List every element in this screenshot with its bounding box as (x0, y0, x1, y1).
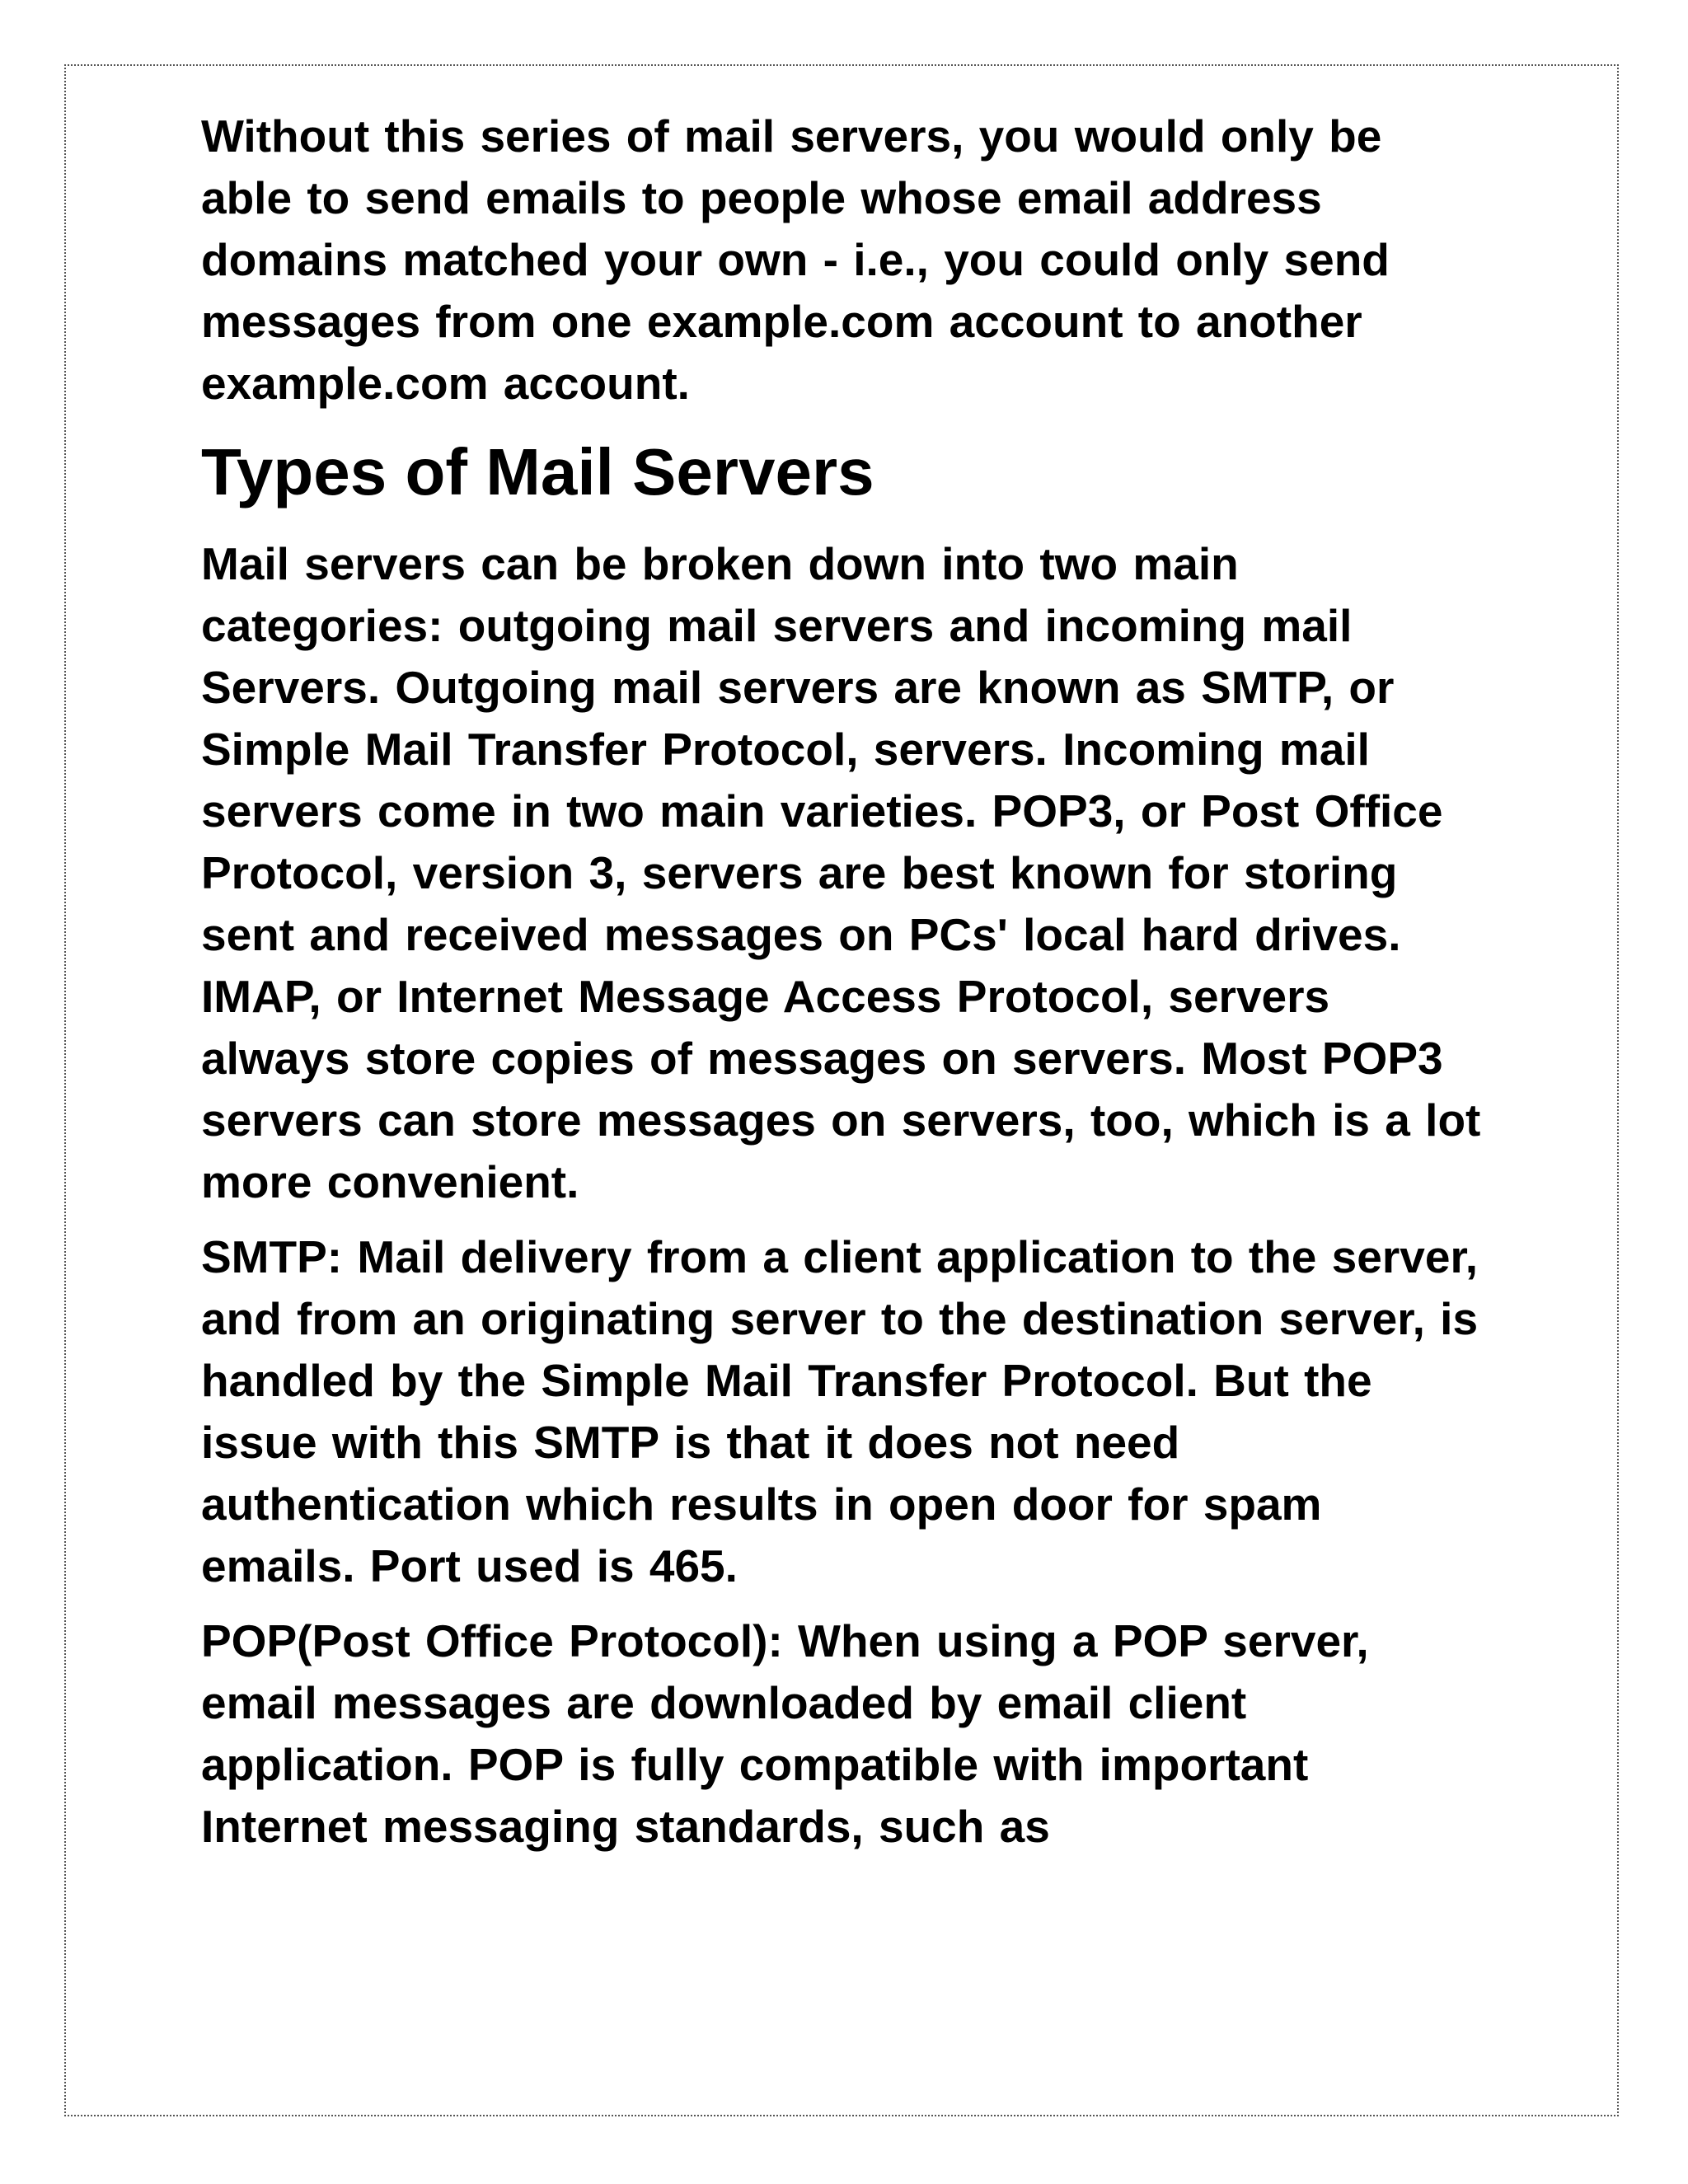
document-body (201, 105, 1487, 1858)
paragraph-pop: POP(Post Office Protocol): When using a POP server, email messages are downloaded by email client application. POP is fully compatible with important Internet messaging standards, such as (201, 1615, 1369, 1852)
paragraph-mail-server-types: Mail servers can be broken down into two main categories: outgoing mail servers and incoming mail Servers. Outgoing mail servers are known as SMTP, or Simple Mail Transfer Protocol, servers. Incoming mail servers come in two main varieties. POP3, or Post Office Protocol, version 3, servers are best known for storing sent and received messages on PCs' local hard drives. IMAP, or Internet Message Access Protocol, servers always store copies of messages on servers. Most POP3 servers can store messages on servers, too, which is a lot more convenient. (201, 538, 1481, 1207)
intro-paragraph: Without this series of mail servers, you would only be able to send emails to people whose email address domains matched your own - i.e., you could only send messages from one example.com account to another example.com account. (201, 110, 1390, 409)
paragraph-smtp: SMTP: Mail delivery from a client application to the server, and from an originating server to the destination server, is handled by the Simple Mail Transfer Protocol. But the issue with this SMTP is that it does not need authentication which results in open door for spam emails. Port used is 465. (201, 1231, 1479, 1591)
section-heading: Types of Mail Servers (201, 435, 874, 509)
